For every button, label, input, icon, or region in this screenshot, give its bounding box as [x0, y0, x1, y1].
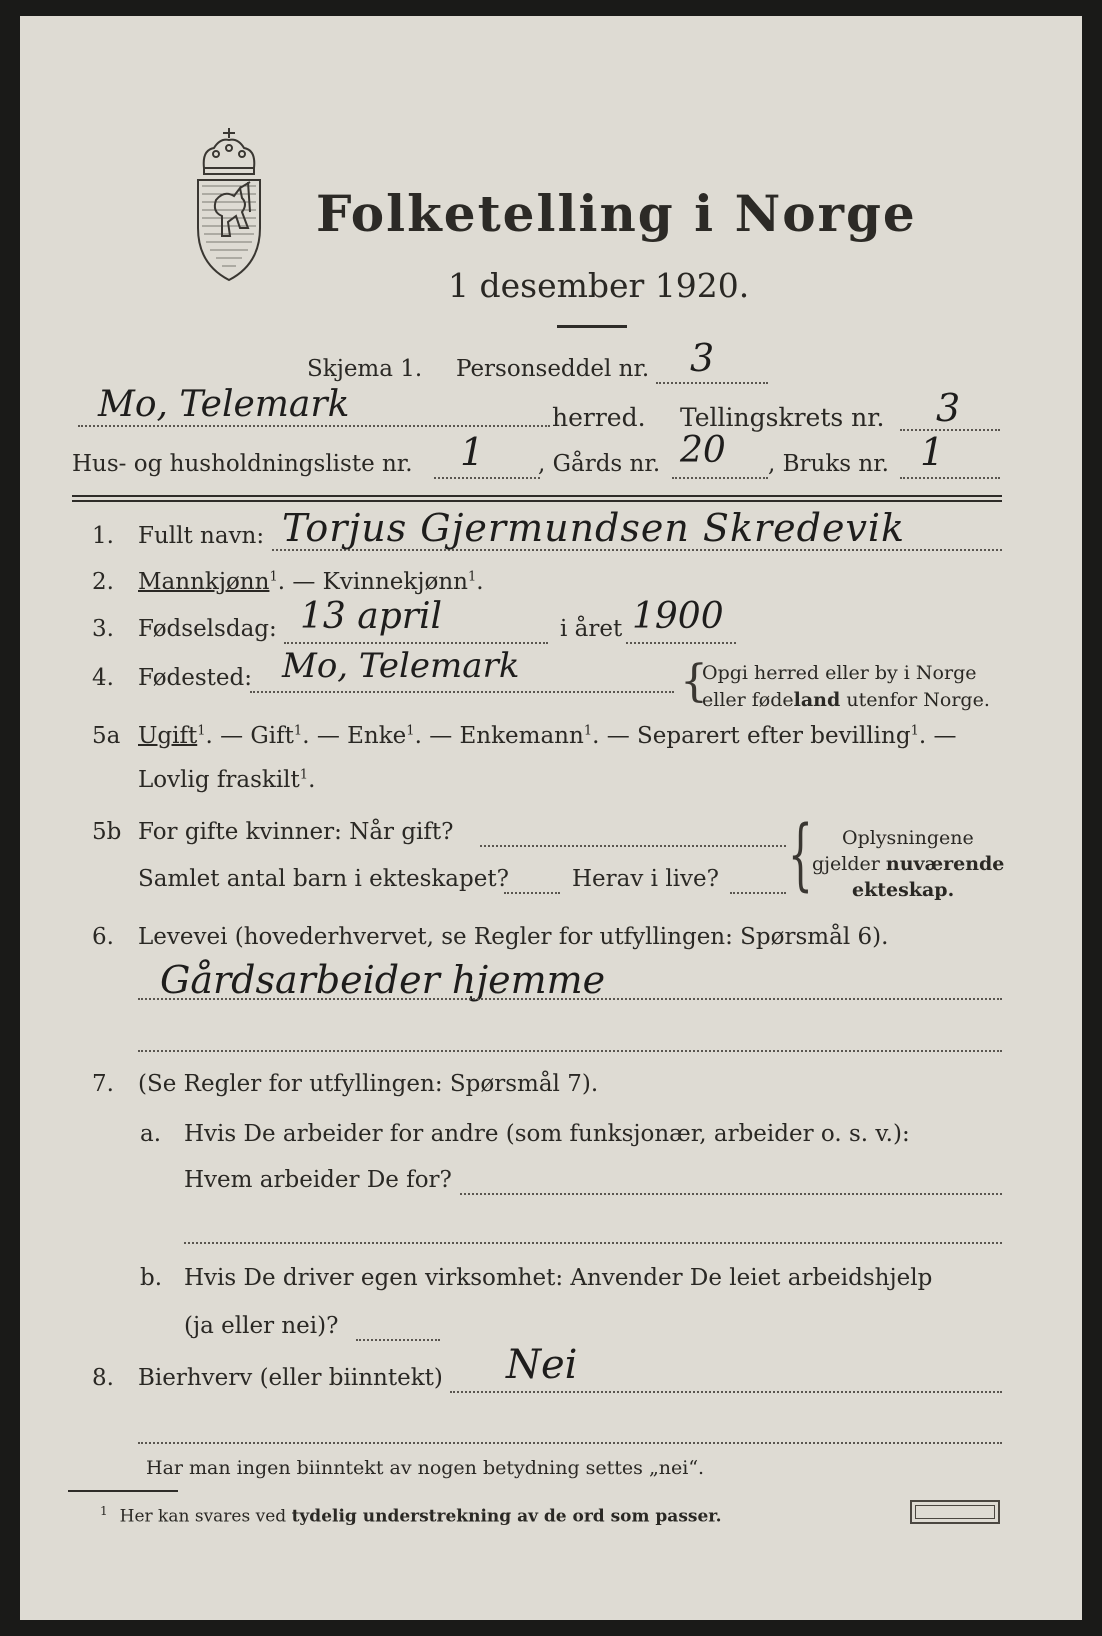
census-form-sheet	[20, 16, 1082, 1620]
personseddel-label: Personseddel nr.	[456, 356, 650, 382]
q7-number: 7.	[92, 1071, 114, 1097]
q7a-answer-line2[interactable]	[184, 1242, 1002, 1244]
q8-number: 8.	[92, 1365, 114, 1391]
q6-number: 6.	[92, 924, 114, 950]
q5a-separert-option[interactable]: . — Separert efter bevilling	[592, 723, 911, 749]
q5b-when-line[interactable]	[480, 845, 786, 847]
q7b-line1: Hvis De driver egen virksomhet: Anvender De leiet arbeidshjelp	[184, 1265, 933, 1291]
gards-label: , Gårds nr.	[538, 451, 661, 477]
footnote: $^1$ Her kan svares ved tydelig understrekning av de ord som passer.	[100, 1504, 722, 1527]
q4-note-line1: Opgi herred eller by i Norge	[702, 662, 977, 684]
q8-line2	[138, 1442, 1002, 1444]
q4-brace: {	[680, 656, 708, 707]
q4-note-line2: eller fødeland utenfor Norge.	[702, 689, 990, 711]
q7a-answer-line[interactable]	[460, 1193, 1002, 1195]
skjema-label: Skjema 1.	[307, 356, 423, 382]
personseddel-line	[656, 382, 768, 384]
q5a-line1: Ugift$^1$. — Gift$^1$. — Enke$^1$. — Enkemann$^1$. — Separert efter bevilling$^1$. —	[138, 723, 957, 749]
q5b-line2b: Herav i live?	[572, 866, 719, 892]
q3-line	[284, 642, 548, 644]
q5a-enkemann-option[interactable]: . — Enkemann	[414, 723, 584, 749]
q3-value[interactable]: 13 april	[300, 596, 442, 637]
header-double-rule-bottom	[72, 500, 1002, 502]
q5a-line2: Lovlig fraskilt$^1$.	[138, 767, 316, 793]
q2-number: 2.	[92, 569, 114, 595]
gards-value[interactable]: 20	[680, 430, 726, 471]
hus-value[interactable]: 1	[460, 430, 485, 474]
q5b-brace: {	[788, 810, 813, 900]
q2-female-option[interactable]: . — Kvinnekjønn	[277, 569, 468, 595]
q7a-line2: Hvem arbeider De for?	[184, 1167, 452, 1193]
q4-value[interactable]: Mo, Telemark	[282, 646, 520, 686]
printer-stamp	[910, 1500, 1000, 1524]
header-double-rule-top	[72, 495, 1002, 497]
q5b-children-line[interactable]	[504, 892, 560, 894]
q7b-line2: (ja eller nei)?	[184, 1313, 339, 1339]
q7b-answer-line[interactable]	[356, 1339, 440, 1341]
title-divider	[557, 325, 627, 328]
q6-label: Levevei (hovederhvervet, se Regler for utfyllingen: Spørsmål 6).	[138, 924, 889, 950]
herred-value[interactable]: Mo, Telemark	[98, 384, 350, 425]
q1-value[interactable]: Torjus Gjermundsen Skredevik	[282, 506, 906, 550]
q4-label: Fødested:	[138, 665, 253, 691]
bruks-value[interactable]: 1	[920, 430, 945, 474]
q3-year-value[interactable]: 1900	[632, 596, 724, 637]
q5a-enke-option[interactable]: . — Enke	[302, 723, 407, 749]
form-title: Folketelling i Norge	[316, 184, 917, 243]
q2-text	[138, 568, 484, 596]
q4-number: 4.	[92, 665, 114, 691]
herred-line	[78, 425, 550, 427]
bruks-label: , Bruks nr.	[768, 451, 889, 477]
q5b-note1: Oplysningene	[842, 827, 974, 849]
personseddel-value[interactable]: 3	[690, 336, 715, 380]
bruks-line	[900, 477, 1000, 479]
q5a-ugift-option[interactable]: Ugift	[138, 723, 198, 749]
q8-label: Bierhverv (eller biinntekt)	[138, 1365, 443, 1391]
q5a-number: 5a	[92, 723, 121, 749]
hus-line	[434, 477, 540, 479]
q3-number: 3.	[92, 616, 114, 642]
q5a-fraskilt-option[interactable]: Lovlig fraskilt	[138, 767, 300, 793]
q5b-note3: ekteskap.	[852, 879, 955, 901]
sup-mark: 1	[467, 569, 477, 585]
q2-end: .	[476, 569, 484, 595]
q2-male-option[interactable]: Mannkjønn	[138, 569, 270, 595]
q5b-line1: For gifte kvinner: Når gift?	[138, 819, 454, 845]
herred-label: herred.	[552, 403, 646, 432]
coat-of-arms-icon	[190, 124, 268, 282]
q1-label: Fullt navn:	[138, 523, 265, 549]
q5b-alive-line[interactable]	[730, 892, 786, 894]
q8-line	[450, 1391, 1002, 1393]
q1-number: 1.	[92, 523, 114, 549]
q7a-letter: a.	[140, 1121, 162, 1147]
hus-label: Hus- og husholdningsliste nr.	[72, 451, 413, 477]
tellingskrets-label: Tellingskrets nr.	[680, 403, 885, 432]
q8-value[interactable]: Nei	[506, 1342, 578, 1388]
q5b-note2: gjelder nuværende	[812, 853, 1005, 875]
footnote-rule	[68, 1490, 178, 1492]
q3-label: Fødselsdag:	[138, 616, 277, 642]
q4-line	[250, 691, 674, 693]
q6-line2	[138, 1050, 1002, 1052]
q5b-line2a: Samlet antal barn i ekteskapet?	[138, 866, 509, 892]
q6-value[interactable]: Gårdsarbeider hjemme	[160, 958, 606, 1002]
tellingskrets-value[interactable]: 3	[936, 386, 961, 430]
q7b-letter: b.	[140, 1265, 163, 1291]
census-date: 1 desember 1920.	[448, 266, 750, 305]
q5a-gift-option[interactable]: . — Gift	[205, 723, 294, 749]
q5b-number: 5b	[92, 819, 122, 845]
q3-year-label: i året	[560, 616, 623, 642]
q6-line1	[138, 998, 1002, 1000]
q3-year-line	[626, 642, 736, 644]
q7a-line1: Hvis De arbeider for andre (som funksjonær, arbeider o. s. v.):	[184, 1121, 910, 1147]
gards-line	[672, 477, 768, 479]
q7-label: (Se Regler for utfyllingen: Spørsmål 7).	[138, 1071, 599, 1097]
sup-mark: 1	[269, 569, 278, 585]
biinntekt-note: Har man ingen biinntekt av nogen betydning settes „nei“.	[146, 1457, 705, 1479]
